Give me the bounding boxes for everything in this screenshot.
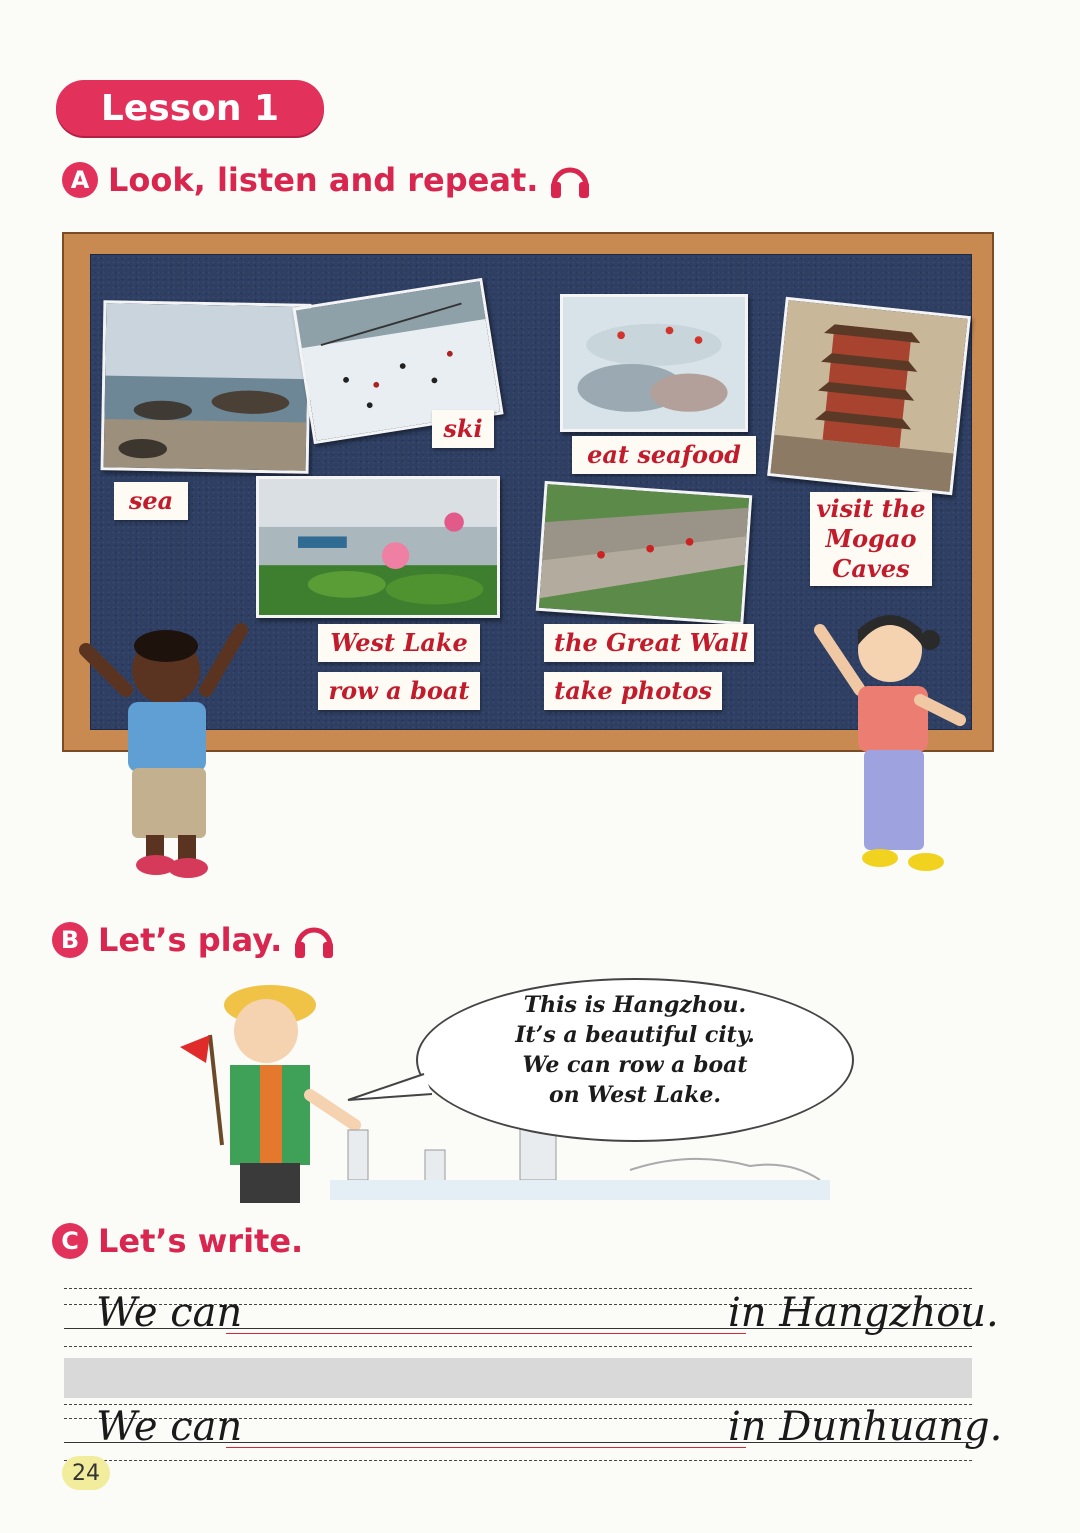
section-a-title: Look, listen and repeat.	[108, 161, 539, 199]
photo-great-wall	[536, 481, 753, 625]
section-b-title: Let’s play.	[98, 921, 283, 959]
headphones-icon[interactable]	[292, 920, 336, 960]
speech-bubble-tail	[346, 1072, 436, 1112]
answer-line-2[interactable]	[226, 1447, 746, 1448]
label-visit-line3: Caves	[832, 554, 910, 583]
label-visit-line1: visit the	[816, 494, 926, 523]
page-number: 24	[62, 1456, 110, 1490]
speech-bubble-text	[440, 990, 830, 1110]
bubble-line-4: on West Lake.	[548, 1082, 722, 1108]
label-sea: sea	[114, 482, 188, 520]
section-c-heading	[52, 1222, 303, 1260]
label-row-a-boat: row a boat	[318, 672, 480, 710]
sentence-1-start: We can	[96, 1290, 243, 1336]
section-a-badge: A	[62, 162, 98, 198]
bubble-line-1: This is Hangzhou.	[523, 992, 747, 1018]
label-visit-mogao	[810, 492, 932, 586]
sentence-2-start: We can	[96, 1404, 243, 1450]
writing-guide-line	[64, 1288, 972, 1289]
headphones-icon[interactable]	[548, 160, 592, 200]
sentence-2-end: in Dunhuang.	[728, 1404, 1003, 1450]
photo-seafood	[560, 294, 748, 432]
label-visit-line2: Mogao	[825, 524, 917, 553]
label-eat-seafood: eat seafood	[572, 436, 756, 474]
writing-separator-band	[64, 1358, 972, 1398]
writing-guide-line	[64, 1346, 972, 1347]
section-c-badge: C	[52, 1223, 88, 1259]
label-west-lake: West Lake	[318, 624, 480, 662]
section-b-heading	[52, 920, 336, 960]
label-take-photos: take photos	[544, 672, 722, 710]
bubble-line-2: It’s a beautiful city.	[515, 1022, 755, 1048]
boy-character-illustration	[66, 610, 266, 890]
lesson-title: Lesson 1	[56, 80, 324, 136]
section-b-badge: B	[52, 922, 88, 958]
photo-mogao-caves	[767, 297, 971, 495]
girl-character-illustration	[800, 600, 980, 890]
bubble-line-3: We can row a boat	[522, 1052, 748, 1078]
section-c-title: Let’s write.	[98, 1222, 304, 1260]
label-ski: ski	[432, 410, 494, 448]
sentence-1-end: in Hangzhou.	[728, 1290, 999, 1336]
answer-line-1[interactable]	[226, 1333, 746, 1334]
photo-west-lake	[256, 476, 500, 618]
label-great-wall: the Great Wall	[544, 624, 754, 662]
section-a-heading	[62, 160, 592, 200]
photo-sea	[101, 300, 312, 474]
writing-guide-line	[64, 1460, 972, 1461]
